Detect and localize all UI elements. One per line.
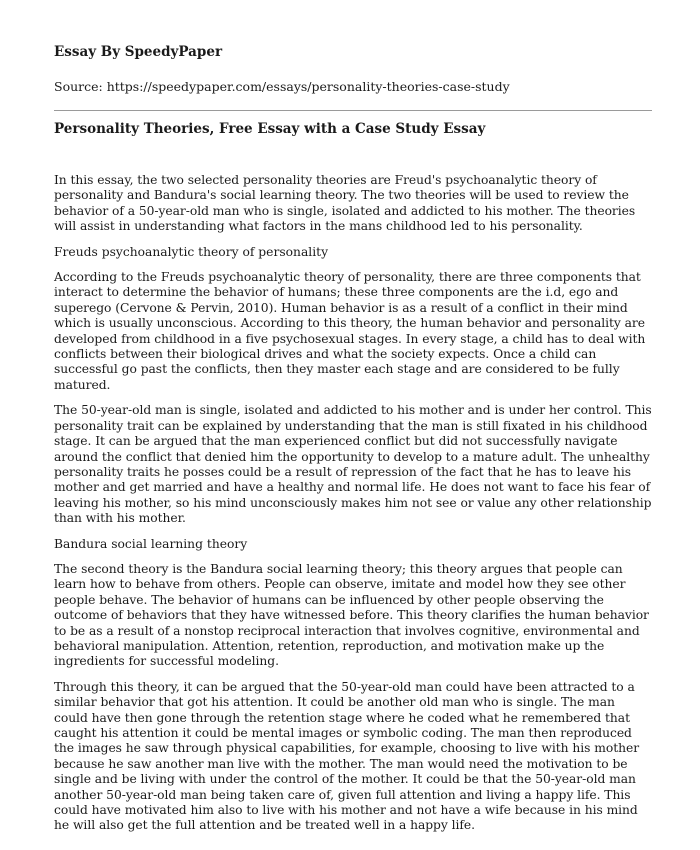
paragraph-freud-theory: According to the Freuds psychoanalytic theory of personality, there are three components that interact to determine the behavior of humans; these three components are the i.d, ego and superego (Cervone & Pervin, 2010). Human behavior is as a result of a conflict in their mind which is usually unconscious. According to this theory, the human behavior and personality are developed from childhood in a five psychosexual stages. In every stage, a child has to deal with conflicts between their biological drives and what the society expects. Once a child can successful go past the conflicts, then they master each stage and are considered to be fully matured. [54, 270, 646, 392]
brand-heading: Essay By SpeedyPaper [54, 44, 223, 60]
source-line: Source: https://speedypaper.com/essays/personality-theories-case-study [54, 79, 510, 94]
document-header [54, 44, 654, 95]
essay-title: Personality Theories, Free Essay with a Case Study Essay [54, 121, 486, 137]
essay-body [54, 173, 652, 844]
paragraph-bandura-application: Through this theory, it can be argued that the 50-year-old man could have been attracted to a similar behavior that got his attention. It could be another old man who is single. The man could have then gone through the retention stage where he coded what he remembered that caught his attention it could be mental images or symbolic coding. The man then reproduced the images he saw through physical capabilities, for example, choosing to live with his mother because he saw another man live with the mother. The man would need the motivation to be single and be living with under the control of the mother. It could be that the 50-year-old man another 50-year-old man being taken care of, given full attention and living a happy life. This could have motivated him also to live with his mother and not have a wife because in his mind he will also get the full attention and be treated well in a happy life. [54, 679, 640, 833]
section-heading-freud: Freuds psychoanalytic theory of personality [54, 244, 329, 259]
header-divider [54, 110, 652, 111]
section-heading-bandura: Bandura social learning theory [54, 536, 248, 551]
paragraph-freud-application: The 50-year-old man is single, isolated and addicted to his mother and is under her control. This personality trait can be explained by understanding that the man is still fixated in his childhood stage. It can be argued that the man experienced conflict but did not successfully navigate around the conflict that denied him the opportunity to develop to a mature adult. The unhealthy personality traits he posses could be a result of repression of the fact that he has to leave his mother and get married and have a healthy and normal life. He does not want to face his fear of leaving his mother, so his mind unconsciously makes him not see or value any other relationship than with his mother. [54, 403, 652, 526]
paragraph-bandura-theory: The second theory is the Bandura social learning theory; this theory argues that people can learn how to behave from others. People can observe, imitate and model how they see other people behave. The behavior of humans can be influenced by other people observing the outcome of behaviors that they have witnessed before. This theory clarifies the human behavior to be as a result of a nonstop reciprocal interaction that involves cognitive, environmental and behavioral manipulation. Attention, retention, reproduction, and motivation make up the ingredients for successful modeling. [54, 561, 649, 669]
paragraph-intro: In this essay, the two selected personality theories are Freud's psychoanalytic theory of personality and Bandura's social learning theory. The two theories will be used to review the behavior of a 50-year-old man who is single, isolated and addicted to his mother. The theories will assist in understanding what factors in the mans childhood led to his personality. [54, 173, 636, 234]
